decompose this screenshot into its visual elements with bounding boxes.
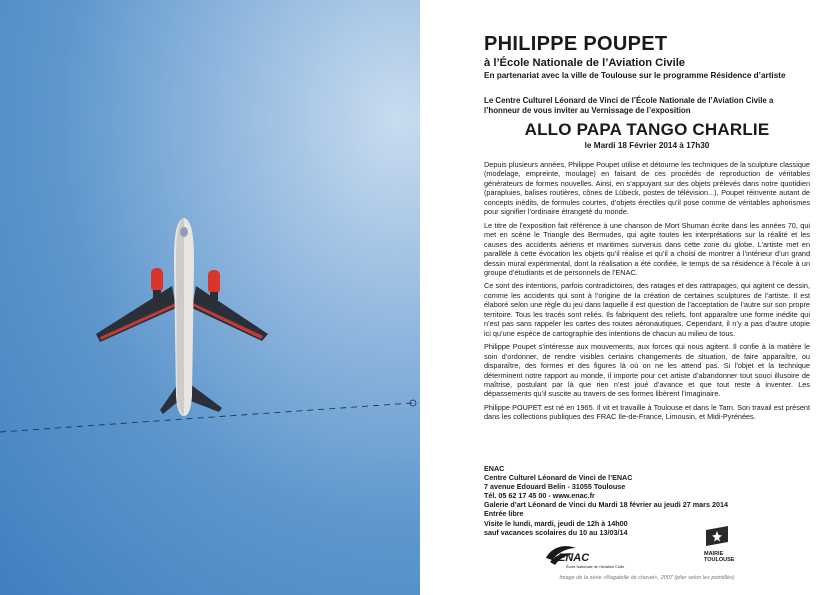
contact-address: 7 avenue Edouard Belin - 31055 Toulouse [484, 482, 626, 492]
school-line: à l’École Nationale de l’Aviation Civile [484, 57, 686, 69]
holiday-exception: sauf vacances scolaires du 10 au 13/03/14 [484, 527, 628, 537]
paragraph: Philippe Poupet s’intéresse aux mouvements, aux forces qui nous agitent. Il confie à la matière le soin d’ordonner, de rendre visibles certains changements de situation, de faire apparaître, ou disparaître, des formes et des figures là où on ne les attend pas. Si l’objet et la technique déterminent notre rapport au monde, il importe pour cet artiste d’abandonner tout souci illusoire de maîtrise, postulant par là que rien n’est joué d’avance et que tout reste à inventer. Les dépassements qu’il suscite au travers de ses formes libèrent l’imaginaire. [484, 342, 810, 399]
mairie-logo-text [704, 551, 734, 563]
enac-logo [544, 538, 634, 574]
exhibition-description [484, 160, 810, 426]
contact-phone-web: Tél. 05 62 17 45 00 - www.enac.fr [484, 491, 595, 501]
left-engine [151, 268, 163, 292]
airplane-icon [96, 218, 268, 416]
mairie-line2: TOULOUSE [704, 557, 735, 563]
visiting-hours: Visite le lundi, mardi, jeudi de 12h à 14h00 [484, 518, 628, 528]
mairie-line1: MAIRIE [704, 551, 724, 557]
enac-logo-text: ENAC [558, 552, 590, 564]
image-caption: Image de la série «Bagatelle de chevet», 2007 (plier selon les pointillés) [559, 575, 735, 581]
mairie-toulouse-logo [701, 526, 745, 574]
exhibition-date: le Mardi 18 Février 2014 à 17h30 [584, 141, 710, 150]
paragraph: Le titre de l’exposition fait référence à une chanson de Mort Shuman écrite dans les années 70, qui met en scène le Triangle des Bermudes, qui agite toutes les interprétations sur la réalité et les causes des accidents aériens et maritimes survenus dans cette zone du globe. L’artiste met en parallèle à cette évocation les objets qu’il réalise et qu’il a choisi de montrer à l’intérieur d’un grand dessin mural expérimental, dont la réalisation a été confiée, le temps de sa résidence à l’école à un groupe d’étudiants et de personnels de l’ENAC. [484, 220, 810, 277]
paragraph: Depuis plusieurs années, Philippe Poupet utilise et détourne les techniques de la sculpture classique (modelage, empreinte, moulage) en faisant de ces procédés de reproduction de véritables générateurs de formes nouvelles. Ainsi, en s’appuyant sur des objets prélevés dans notre quotidien (parapluies, balises routières, cônes de Lübeck, postes de télévision...), Poupet réinvente autant de concepts inédits, de formules courtes, d’objets érectiles qu’il pose comme de véritables aphorismes pour signifier l’ordinaire étrangeté du monde. [484, 160, 810, 217]
artist-name: PHILIPPE POUPET [484, 33, 668, 55]
partner-line: En partenariat avec la ville de Toulouse sur le programme Résidence d’artiste [484, 71, 786, 80]
contact-venue: Centre Culturel Léonard de Vinci de l’ENAC [484, 473, 633, 483]
paragraph: Philippe POUPET est né en 1965. Il vit et travaille à Toulouse et dans le Tarn. Son travail est présent dans les collections publiques des FRAC Ile-de-France, Limousin, et Midi-Pyrénées. [484, 402, 810, 422]
toulouse-flag-icon [704, 526, 730, 548]
right-engine [208, 270, 220, 294]
enac-logo-subtitle: École Nationale de l’Aviation Civile [566, 565, 625, 569]
contact-org: ENAC [484, 464, 505, 473]
partner-logos [544, 538, 784, 578]
contact-block [484, 464, 810, 537]
fold-line [0, 403, 412, 432]
paragraph: Ce sont des intentions, parfois contradictoires, des ratages et des rattrapages, qui agitent ce dessin, comme les accidents qui sont à l’origine de la création de certaines sculptures de l’artiste. Il est élaboré selon une règle du jeu dans laquelle il est question de l’acceptation de l’autre sur son propre territoire. Tous les tracés sont reliés. Ils fabriquent des reliefs, font apparaître une forme inédite qui n’est pas sans rappeler les cartes des routes aéronautiques. Cependant, il n’y a pas d’autre utopie ici qu’une espèce de cartographie des intentions de chacun au milieu de tous. [484, 281, 810, 338]
invitation-line: Le Centre Culturel Léonard de Vinci de l’École Nationale de l’Aviation Civile a l’honneur de vous inviter au Vernissage de l’exposition [484, 96, 774, 116]
entry-info: Entrée libre [484, 509, 524, 519]
gallery-dates: Galerie d’art Léonard de Vinci du Mardi 18 février au jeudi 27 mars 2014 [484, 500, 728, 510]
text-panel [420, 0, 840, 595]
exhibition-title: ALLO PAPA TANGO CHARLIE [524, 120, 770, 139]
